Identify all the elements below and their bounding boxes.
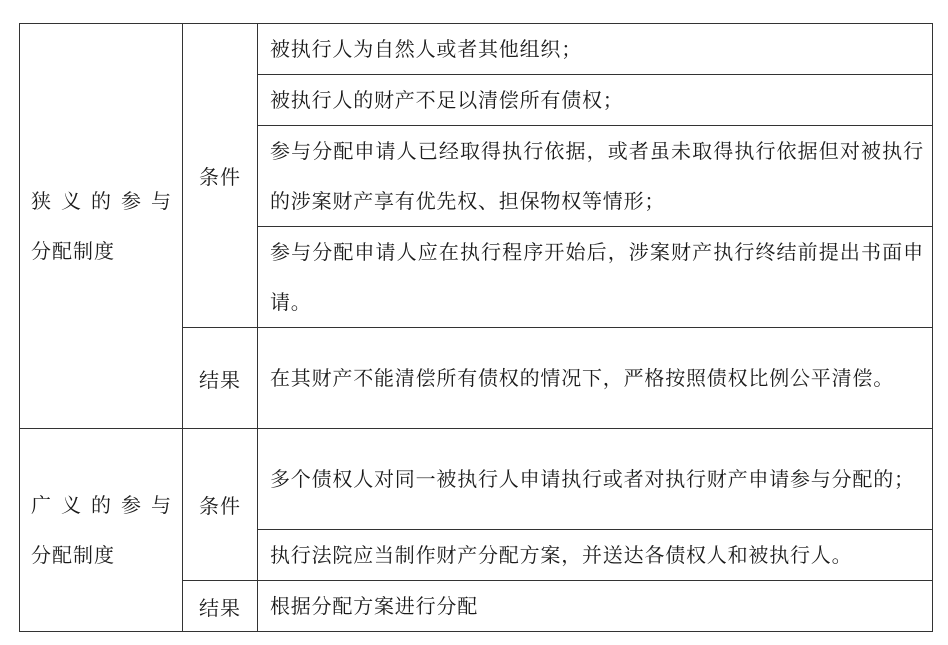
distribution-system-table [19, 23, 933, 632]
category-label-line2: 分配制度 [31, 543, 115, 567]
category-label-line1: 广义的参与 [31, 493, 172, 517]
result-label-cell: 结果 [183, 328, 258, 429]
result-item: 在其财产不能清偿所有债权的情况下，严格按照债权比例公平清偿。 [258, 328, 933, 429]
result-item: 根据分配方案进行分配 [258, 581, 933, 632]
category-label-line2: 分配制度 [31, 239, 115, 263]
category-label-line1: 狭义的参与 [31, 189, 172, 213]
condition-label-cell: 条件 [183, 24, 258, 328]
condition-item: 参与分配申请人应在执行程序开始后，涉案财产执行终结前提出书面申请。 [258, 227, 933, 328]
condition-item: 多个债权人对同一被执行人申请执行或者对执行财产申请参与分配的； [258, 429, 933, 530]
condition-item: 被执行人的财产不足以清偿所有债权； [258, 75, 933, 126]
condition-item: 执行法院应当制作财产分配方案，并送达各债权人和被执行人。 [258, 530, 933, 581]
table-row [20, 429, 933, 530]
result-label-cell: 结果 [183, 581, 258, 632]
category-cell-narrow [20, 24, 183, 429]
condition-item: 参与分配申请人已经取得执行依据，或者虽未取得执行依据但对被执行的涉案财产享有优先权、担保物权等情形； [258, 126, 933, 227]
category-cell-broad [20, 429, 183, 632]
condition-item: 被执行人为自然人或者其他组织； [258, 24, 933, 75]
condition-label-cell: 条件 [183, 429, 258, 581]
table-row [20, 24, 933, 75]
